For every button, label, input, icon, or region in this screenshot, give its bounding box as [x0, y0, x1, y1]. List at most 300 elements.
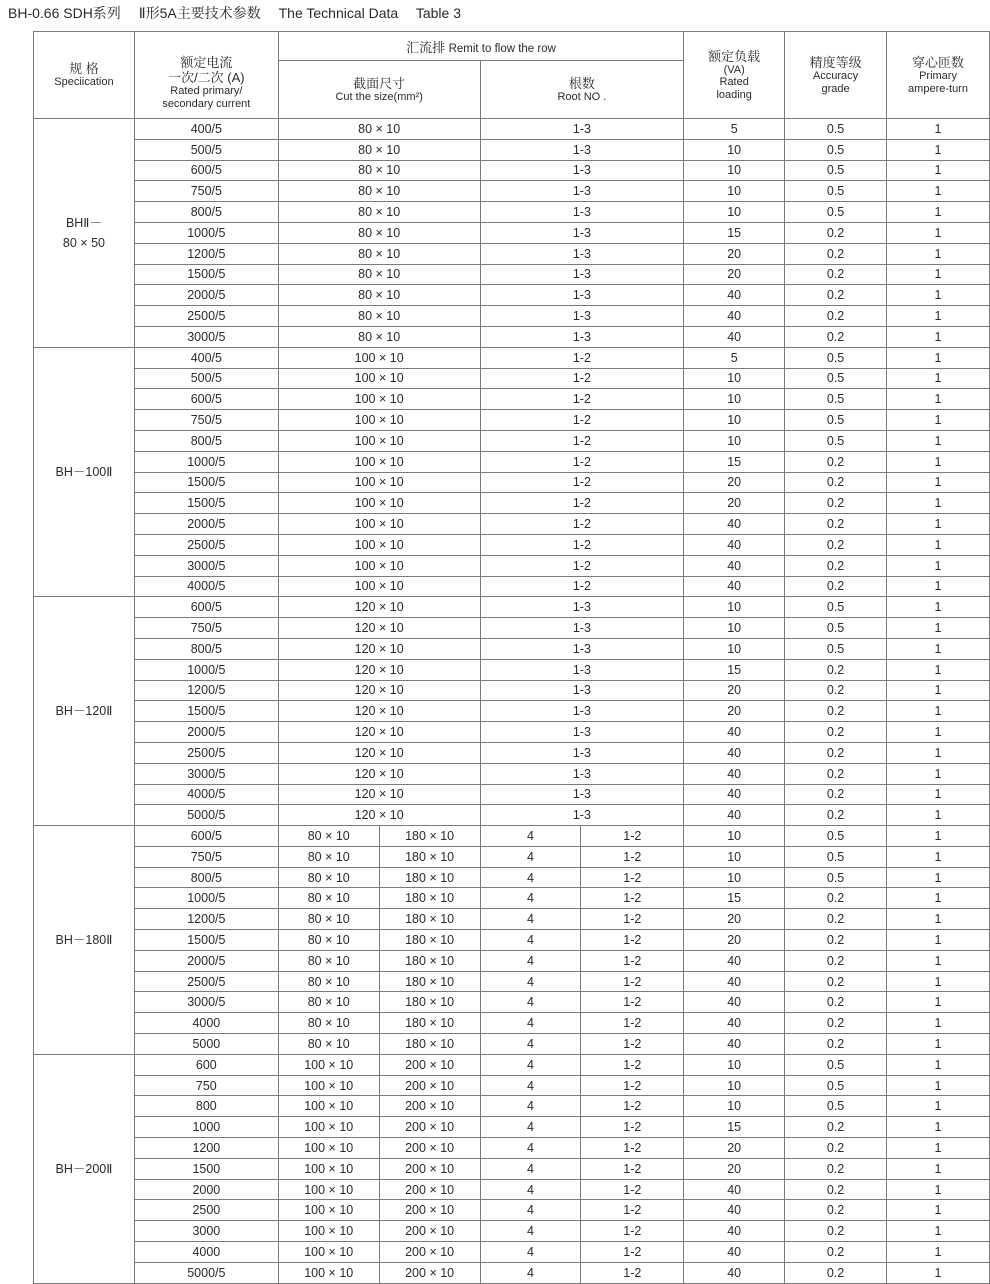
size-b-cell: 180 × 10	[379, 971, 480, 992]
accuracy-cell: 0.2	[785, 285, 887, 306]
root-b-cell: 1-2	[581, 909, 684, 930]
root-cell: 1-3	[480, 222, 684, 243]
root-a-cell: 4	[480, 1221, 581, 1242]
root-cell: 1-3	[480, 638, 684, 659]
root-a-cell: 4	[480, 888, 581, 909]
root-a-cell: 4	[480, 1242, 581, 1263]
size-cell: 120 × 10	[278, 742, 480, 763]
ampere-turn-cell: 1	[887, 846, 990, 867]
load-cell: 10	[684, 1096, 785, 1117]
accuracy-cell: 0.2	[785, 784, 887, 805]
size-a-cell: 80 × 10	[278, 909, 379, 930]
ampere-turn-cell: 1	[887, 763, 990, 784]
load-cell: 10	[684, 597, 785, 618]
rated-current-cell: 2500	[134, 1200, 278, 1221]
ampere-turn-cell: 1	[887, 680, 990, 701]
table-row	[34, 971, 990, 992]
load-cell: 20	[684, 493, 785, 514]
rated-current-cell: 600/5	[134, 826, 278, 847]
size-a-cell: 100 × 10	[278, 1138, 379, 1159]
load-cell: 40	[684, 306, 785, 327]
ampere-turn-cell: 1	[887, 368, 990, 389]
ampere-turn-header: 穿心匝数 Primary ampere-turn	[887, 32, 990, 119]
size-cell: 120 × 10	[278, 784, 480, 805]
ampere-turn-cell: 1	[887, 410, 990, 431]
root-cell: 1-2	[480, 472, 684, 493]
rated-current-cell: 1500/5	[134, 701, 278, 722]
size-a-cell: 80 × 10	[278, 888, 379, 909]
size-a-cell: 100 × 10	[278, 1075, 379, 1096]
root-a-cell: 4	[480, 950, 581, 971]
rated-current-cell: 3000/5	[134, 992, 278, 1013]
load-cell: 40	[684, 555, 785, 576]
root-cell: 1-3	[480, 181, 684, 202]
root-cell: 1-3	[480, 306, 684, 327]
ampere-turn-cell: 1	[887, 1200, 990, 1221]
ampere-turn-cell: 1	[887, 742, 990, 763]
rated-current-cell: 400/5	[134, 119, 278, 140]
type-label: Ⅱ形5A主要技术参数	[138, 5, 261, 21]
ampere-turn-cell: 1	[887, 326, 990, 347]
table-row	[34, 805, 990, 826]
root-b-cell: 1-2	[581, 1054, 684, 1075]
ampere-turn-cell: 1	[887, 139, 990, 160]
load-cell: 10	[684, 1054, 785, 1075]
root-a-cell: 4	[480, 1179, 581, 1200]
rated-current-cell: 1500/5	[134, 472, 278, 493]
ampere-turn-cell: 1	[887, 451, 990, 472]
rated-current-cell: 1200/5	[134, 243, 278, 264]
accuracy-cell: 0.2	[785, 1242, 887, 1263]
root-cell: 1-2	[480, 534, 684, 555]
ampere-turn-cell: 1	[887, 1096, 990, 1117]
size-cell: 100 × 10	[278, 576, 480, 597]
rated-current-cell: 1000/5	[134, 451, 278, 472]
accuracy-cell: 0.5	[785, 618, 887, 639]
size-cell: 120 × 10	[278, 680, 480, 701]
root-a-cell: 4	[480, 1054, 581, 1075]
root-cell: 1-2	[480, 576, 684, 597]
rated-current-cell: 2000/5	[134, 285, 278, 306]
rated-current-cell: 750/5	[134, 618, 278, 639]
root-cell: 1-3	[480, 805, 684, 826]
ampere-turn-cell: 1	[887, 285, 990, 306]
root-cell: 1-2	[480, 347, 684, 368]
ampere-turn-cell: 1	[887, 222, 990, 243]
accuracy-cell: 0.5	[785, 410, 887, 431]
root-cell: 1-3	[480, 202, 684, 223]
size-a-cell: 80 × 10	[278, 1013, 379, 1034]
ampere-turn-cell: 1	[887, 306, 990, 327]
size-a-cell: 80 × 10	[278, 846, 379, 867]
ampere-turn-cell: 1	[887, 1054, 990, 1075]
table-row	[34, 1054, 990, 1075]
size-cell: 80 × 10	[278, 243, 480, 264]
table-row	[34, 430, 990, 451]
table-row	[34, 763, 990, 784]
root-cell: 1-3	[480, 597, 684, 618]
size-cell: 80 × 10	[278, 222, 480, 243]
table-row	[34, 909, 990, 930]
root-cell: 1-3	[480, 701, 684, 722]
ampere-turn-cell: 1	[887, 1034, 990, 1055]
root-b-cell: 1-2	[581, 1179, 684, 1200]
size-cell: 80 × 10	[278, 326, 480, 347]
ampere-turn-cell: 1	[887, 202, 990, 223]
load-cell: 10	[684, 618, 785, 639]
load-cell: 10	[684, 410, 785, 431]
rated-current-cell: 750/5	[134, 181, 278, 202]
rated-current-cell: 800/5	[134, 202, 278, 223]
rated-current-cell: 750	[134, 1075, 278, 1096]
accuracy-cell: 0.5	[785, 1054, 887, 1075]
root-b-cell: 1-2	[581, 971, 684, 992]
size-a-cell: 100 × 10	[278, 1221, 379, 1242]
accuracy-cell: 0.2	[785, 472, 887, 493]
rated-current-cell: 3000	[134, 1221, 278, 1242]
rated-current-cell: 1500/5	[134, 930, 278, 951]
spec-model-cell: BH－100Ⅱ	[34, 347, 135, 597]
ampere-turn-cell: 1	[887, 1179, 990, 1200]
rated-current-cell: 800/5	[134, 638, 278, 659]
document-title	[8, 3, 475, 23]
accuracy-cell: 0.2	[785, 493, 887, 514]
table-row	[34, 680, 990, 701]
accuracy-cell: 0.5	[785, 846, 887, 867]
rated-current-cell: 600/5	[134, 597, 278, 618]
ampere-turn-cell: 1	[887, 638, 990, 659]
load-cell: 40	[684, 742, 785, 763]
size-b-cell: 200 × 10	[379, 1096, 480, 1117]
root-a-cell: 4	[480, 1034, 581, 1055]
accuracy-cell: 0.2	[785, 1158, 887, 1179]
ampere-turn-cell: 1	[887, 1158, 990, 1179]
series-label: BH-0.66 SDH系列	[8, 5, 121, 21]
accuracy-cell: 0.2	[785, 909, 887, 930]
size-cell: 80 × 10	[278, 119, 480, 140]
size-a-cell: 80 × 10	[278, 867, 379, 888]
root-b-cell: 1-2	[581, 846, 684, 867]
root-b-cell: 1-2	[581, 992, 684, 1013]
ampere-turn-cell: 1	[887, 514, 990, 535]
accuracy-cell: 0.2	[785, 514, 887, 535]
load-cell: 5	[684, 347, 785, 368]
root-b-cell: 1-2	[581, 950, 684, 971]
accuracy-cell: 0.2	[785, 576, 887, 597]
accuracy-header: 精度等级 Accuracy grade	[785, 32, 887, 119]
ampere-turn-cell: 1	[887, 597, 990, 618]
root-cell: 1-3	[480, 680, 684, 701]
accuracy-cell: 0.2	[785, 659, 887, 680]
ampere-turn-cell: 1	[887, 1138, 990, 1159]
root-cell: 1-2	[480, 389, 684, 410]
table-row	[34, 826, 990, 847]
root-b-cell: 1-2	[581, 1117, 684, 1138]
ampere-turn-cell: 1	[887, 909, 990, 930]
size-cell: 80 × 10	[278, 202, 480, 223]
accuracy-cell: 0.5	[785, 368, 887, 389]
size-cell: 120 × 10	[278, 659, 480, 680]
load-cell: 20	[684, 243, 785, 264]
ampere-turn-cell: 1	[887, 576, 990, 597]
accuracy-cell: 0.5	[785, 1075, 887, 1096]
ampere-turn-cell: 1	[887, 119, 990, 140]
root-b-cell: 1-2	[581, 1221, 684, 1242]
ampere-turn-cell: 1	[887, 1242, 990, 1263]
accuracy-cell: 0.2	[785, 722, 887, 743]
table-row	[34, 368, 990, 389]
rated-current-cell: 500/5	[134, 139, 278, 160]
root-a-cell: 4	[480, 867, 581, 888]
ampere-turn-cell: 1	[887, 181, 990, 202]
load-cell: 10	[684, 202, 785, 223]
load-cell: 10	[684, 368, 785, 389]
load-cell: 20	[684, 1158, 785, 1179]
rated-current-cell: 1200	[134, 1138, 278, 1159]
root-header: 根数 Root NO .	[480, 61, 684, 119]
root-a-cell: 4	[480, 1262, 581, 1283]
load-cell: 15	[684, 451, 785, 472]
table-row	[34, 202, 990, 223]
rated-current-cell: 1200/5	[134, 680, 278, 701]
size-a-cell: 100 × 10	[278, 1200, 379, 1221]
table-row	[34, 1096, 990, 1117]
load-cell: 40	[684, 1262, 785, 1283]
size-b-cell: 180 × 10	[379, 846, 480, 867]
table-row	[34, 576, 990, 597]
load-cell: 10	[684, 846, 785, 867]
rated-current-cell: 2500/5	[134, 742, 278, 763]
accuracy-cell: 0.2	[785, 306, 887, 327]
size-b-cell: 180 × 10	[379, 992, 480, 1013]
rated-current-cell: 750/5	[134, 410, 278, 431]
table-row	[34, 1158, 990, 1179]
rated-current-cell: 3000/5	[134, 326, 278, 347]
table-row	[34, 1075, 990, 1096]
size-cell: 100 × 10	[278, 514, 480, 535]
busbar-header: 汇流排 Remit to flow the row	[278, 32, 683, 61]
table-row	[34, 389, 990, 410]
ampere-turn-cell: 1	[887, 430, 990, 451]
root-cell: 1-3	[480, 763, 684, 784]
table-row	[34, 222, 990, 243]
accuracy-cell: 0.5	[785, 430, 887, 451]
table-row	[34, 888, 990, 909]
rated-current-cell: 2000/5	[134, 514, 278, 535]
root-a-cell: 4	[480, 1158, 581, 1179]
english-title: The Technical Data	[278, 5, 399, 21]
size-cell: 80 × 10	[278, 160, 480, 181]
table-row	[34, 160, 990, 181]
accuracy-cell: 0.2	[785, 763, 887, 784]
root-a-cell: 4	[480, 992, 581, 1013]
accuracy-cell: 0.2	[785, 1013, 887, 1034]
size-cell: 80 × 10	[278, 181, 480, 202]
accuracy-cell: 0.5	[785, 347, 887, 368]
root-cell: 1-2	[480, 368, 684, 389]
load-cell: 40	[684, 950, 785, 971]
load-cell: 20	[684, 472, 785, 493]
ampere-turn-cell: 1	[887, 618, 990, 639]
table-row	[34, 264, 990, 285]
root-b-cell: 1-2	[581, 1075, 684, 1096]
load-cell: 40	[684, 1242, 785, 1263]
size-cell: 80 × 10	[278, 306, 480, 327]
root-cell: 1-3	[480, 243, 684, 264]
root-cell: 1-2	[480, 514, 684, 535]
size-b-cell: 180 × 10	[379, 888, 480, 909]
ampere-turn-cell: 1	[887, 1075, 990, 1096]
accuracy-cell: 0.2	[785, 1179, 887, 1200]
table-row	[34, 950, 990, 971]
load-cell: 40	[684, 576, 785, 597]
size-b-cell: 200 × 10	[379, 1200, 480, 1221]
load-cell: 40	[684, 534, 785, 555]
rated-current-cell: 750/5	[134, 846, 278, 867]
root-b-cell: 1-2	[581, 1158, 684, 1179]
load-cell: 10	[684, 430, 785, 451]
root-a-cell: 4	[480, 930, 581, 951]
root-b-cell: 1-2	[581, 1138, 684, 1159]
accuracy-cell: 0.5	[785, 638, 887, 659]
size-cell: 120 × 10	[278, 638, 480, 659]
table-number: Table 3	[415, 5, 461, 21]
ampere-turn-cell: 1	[887, 701, 990, 722]
size-b-cell: 180 × 10	[379, 826, 480, 847]
spec-model-cell: BH－120Ⅱ	[34, 597, 135, 826]
load-cell: 10	[684, 638, 785, 659]
table-row	[34, 742, 990, 763]
current-header: 额定电流 一次/二次 (A) Rated primary/ secondary current	[134, 32, 278, 119]
root-cell: 1-3	[480, 160, 684, 181]
root-cell: 1-2	[480, 410, 684, 431]
root-a-cell: 4	[480, 1013, 581, 1034]
load-cell: 10	[684, 826, 785, 847]
root-cell: 1-3	[480, 119, 684, 140]
table-row	[34, 326, 990, 347]
accuracy-cell: 0.2	[785, 701, 887, 722]
ampere-turn-cell: 1	[887, 1117, 990, 1138]
size-a-cell: 80 × 10	[278, 950, 379, 971]
ampere-turn-cell: 1	[887, 659, 990, 680]
size-b-cell: 180 × 10	[379, 950, 480, 971]
size-b-cell: 200 × 10	[379, 1242, 480, 1263]
table-row	[34, 618, 990, 639]
rated-current-cell: 2500/5	[134, 306, 278, 327]
table-row	[34, 597, 990, 618]
ampere-turn-cell: 1	[887, 472, 990, 493]
root-b-cell: 1-2	[581, 826, 684, 847]
table-row	[34, 285, 990, 306]
size-a-cell: 100 × 10	[278, 1158, 379, 1179]
table-row	[34, 1242, 990, 1263]
ampere-turn-cell: 1	[887, 389, 990, 410]
ampere-turn-cell: 1	[887, 555, 990, 576]
rated-current-cell: 2500/5	[134, 971, 278, 992]
size-cell: 120 × 10	[278, 763, 480, 784]
size-a-cell: 100 × 10	[278, 1242, 379, 1263]
size-cell: 120 × 10	[278, 701, 480, 722]
load-cell: 40	[684, 285, 785, 306]
size-cell: 100 × 10	[278, 368, 480, 389]
size-a-cell: 80 × 10	[278, 826, 379, 847]
root-a-cell: 4	[480, 846, 581, 867]
load-cell: 10	[684, 867, 785, 888]
load-cell: 20	[684, 264, 785, 285]
load-cell: 20	[684, 701, 785, 722]
size-cell: 100 × 10	[278, 534, 480, 555]
size-b-cell: 200 × 10	[379, 1179, 480, 1200]
rated-current-cell: 1000/5	[134, 222, 278, 243]
rated-current-cell: 4000	[134, 1013, 278, 1034]
size-b-cell: 180 × 10	[379, 867, 480, 888]
root-a-cell: 4	[480, 971, 581, 992]
rated-current-cell: 4000	[134, 1242, 278, 1263]
root-cell: 1-3	[480, 139, 684, 160]
root-a-cell: 4	[480, 826, 581, 847]
table-row	[34, 534, 990, 555]
table-row	[34, 784, 990, 805]
table-row	[34, 306, 990, 327]
size-a-cell: 100 × 10	[278, 1179, 379, 1200]
ampere-turn-cell: 1	[887, 347, 990, 368]
root-b-cell: 1-2	[581, 930, 684, 951]
load-cell: 20	[684, 909, 785, 930]
ampere-turn-cell: 1	[887, 534, 990, 555]
ampere-turn-cell: 1	[887, 867, 990, 888]
rated-current-cell: 400/5	[134, 347, 278, 368]
accuracy-cell: 0.5	[785, 1096, 887, 1117]
ampere-turn-cell: 1	[887, 493, 990, 514]
table-row	[34, 451, 990, 472]
size-a-cell: 100 × 10	[278, 1262, 379, 1283]
load-cell: 40	[684, 1034, 785, 1055]
size-a-cell: 100 × 10	[278, 1096, 379, 1117]
table-row	[34, 493, 990, 514]
root-cell: 1-2	[480, 555, 684, 576]
size-cell: 100 × 10	[278, 493, 480, 514]
root-cell: 1-3	[480, 264, 684, 285]
size-cell: 100 × 10	[278, 389, 480, 410]
rated-current-cell: 5000/5	[134, 1262, 278, 1283]
size-b-cell: 180 × 10	[379, 1034, 480, 1055]
size-b-cell: 180 × 10	[379, 909, 480, 930]
table-row	[34, 1034, 990, 1055]
table-row	[34, 1200, 990, 1221]
rated-current-cell: 1500/5	[134, 493, 278, 514]
size-b-cell: 180 × 10	[379, 1013, 480, 1034]
spec-model-cell: BH－200Ⅱ	[34, 1054, 135, 1283]
load-cell: 40	[684, 326, 785, 347]
table-row	[34, 243, 990, 264]
root-b-cell: 1-2	[581, 1262, 684, 1283]
load-header: 额定负载 (VA) Rated loading	[684, 32, 785, 119]
load-cell: 40	[684, 722, 785, 743]
load-cell: 40	[684, 805, 785, 826]
load-cell: 10	[684, 389, 785, 410]
rated-current-cell: 2500/5	[134, 534, 278, 555]
size-cell: 120 × 10	[278, 618, 480, 639]
table-row	[34, 638, 990, 659]
rated-current-cell: 3000/5	[134, 555, 278, 576]
load-cell: 20	[684, 680, 785, 701]
root-cell: 1-2	[480, 493, 684, 514]
accuracy-cell: 0.2	[785, 971, 887, 992]
table-row	[34, 1013, 990, 1034]
accuracy-cell: 0.2	[785, 1117, 887, 1138]
accuracy-cell: 0.2	[785, 742, 887, 763]
size-cell: 80 × 10	[278, 139, 480, 160]
